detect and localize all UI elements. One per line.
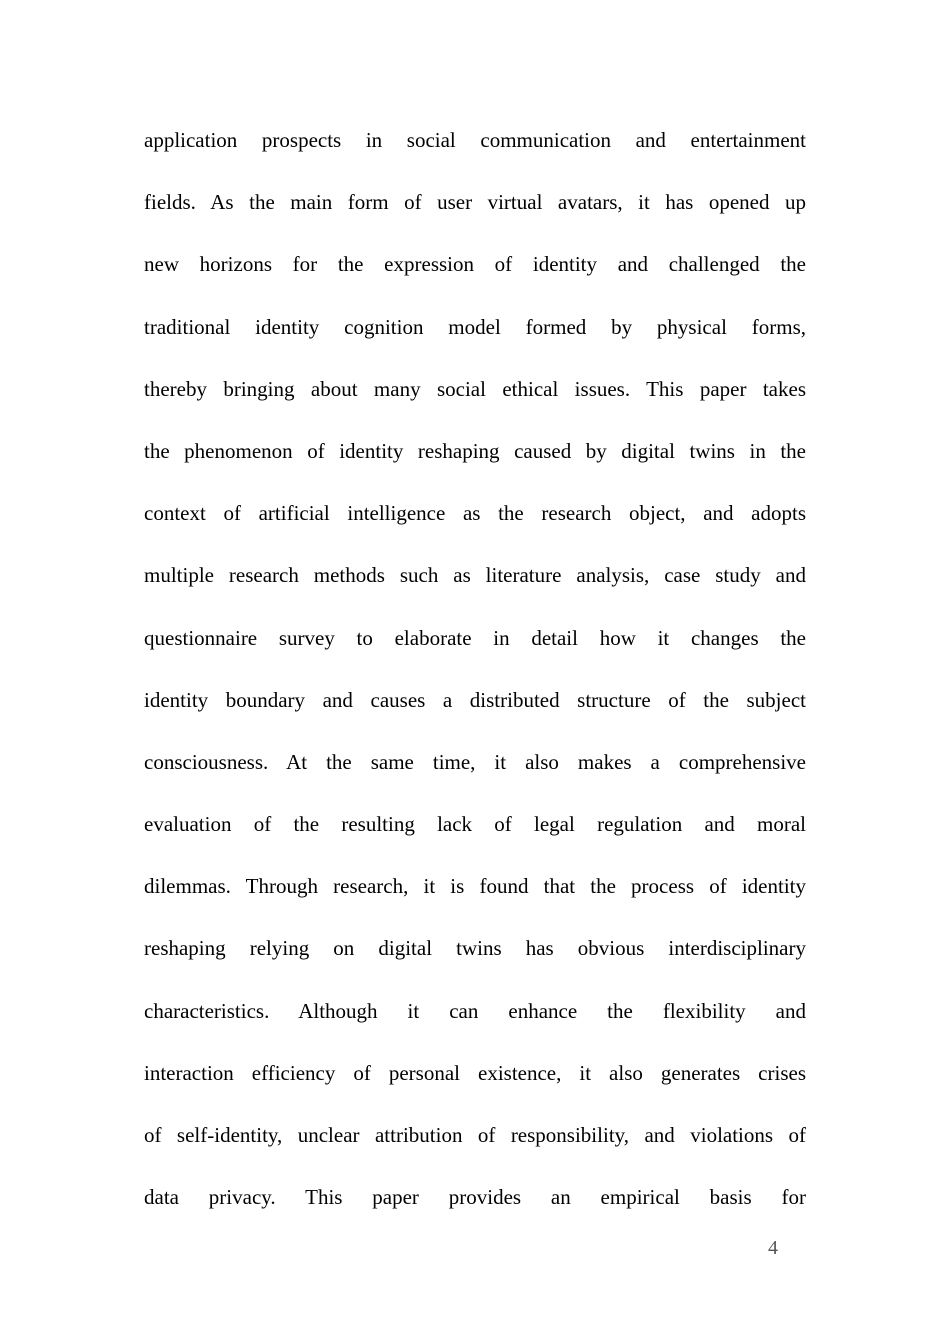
- text-line: reshaping relying on digital twins has obvious interdisciplinary: [144, 936, 806, 961]
- text-line: interaction efficiency of personal existence, it also generates crises: [144, 1060, 806, 1085]
- text-line: of self-identity, unclear attribution of responsibility, and violations of: [144, 1123, 806, 1147]
- page-number: 4: [768, 1237, 778, 1259]
- text-line: the phenomenon of identity reshaping caused by digital twins in the: [144, 438, 806, 463]
- text-line: thereby bringing about many social ethical issues. This paper takes: [144, 376, 806, 401]
- text-line: identity boundary and causes a distributed structure of the subject: [144, 687, 806, 712]
- text-line: data privacy. This paper provides an empirical basis for: [144, 1185, 806, 1210]
- text-line: fields. As the main form of user virtual avatars, it has opened up: [144, 190, 806, 215]
- text-line: consciousness. At the same time, it also makes a comprehensive: [144, 749, 806, 774]
- text-line: dilemmas. Through research, it is found that the process of identity: [144, 874, 806, 899]
- text-line: new horizons for the expression of identity and challenged the: [144, 252, 806, 277]
- text-line: application prospects in social communication and entertainment: [144, 128, 806, 152]
- text-line: questionnaire survey to elaborate in detail how it changes the: [144, 625, 806, 650]
- text-line: traditional identity cognition model formed by physical forms,: [144, 314, 806, 339]
- body-paragraph: [144, 109, 806, 1228]
- text-line: evaluation of the resulting lack of legal regulation and moral: [144, 812, 806, 837]
- text-line: context of artificial intelligence as the research object, and adopts: [144, 501, 806, 526]
- text-line: multiple research methods such as literature analysis, case study and: [144, 563, 806, 588]
- text-line: characteristics. Although it can enhance the flexibility and: [144, 998, 806, 1023]
